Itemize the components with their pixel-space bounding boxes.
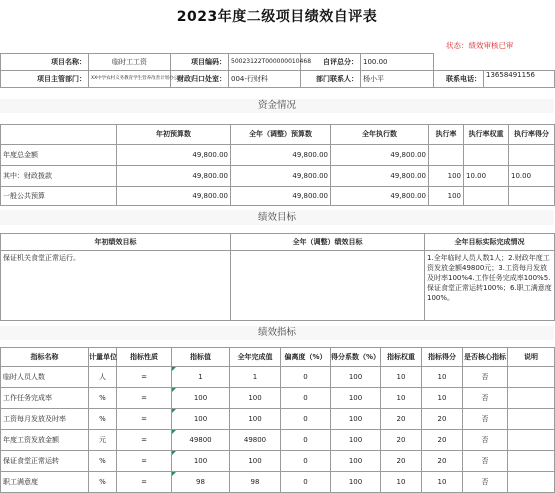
ind-row-name: 职工满意度 (1, 472, 89, 493)
ind-row-core: 否 (463, 472, 508, 493)
funds-row-initial: 49,800.00 (117, 187, 231, 206)
funds-row-executed: 49,800.00 (331, 187, 429, 206)
funds-row-executed: 49,800.00 (331, 145, 429, 166)
ind-row-nature: = (117, 451, 172, 472)
funds-row-score (509, 187, 555, 206)
report-title: 2023年度二级项目绩效自评表 (176, 9, 378, 25)
ind-row-note (508, 430, 555, 451)
project-code-label: 项目编码： (171, 54, 229, 71)
funds-row-label: 其中：财政拨款 (1, 166, 117, 187)
ind-row-nature: = (117, 430, 172, 451)
goals-initial-text: 保证机关食堂正常运行。 (1, 251, 231, 321)
ind-row-deviation: 0 (281, 367, 331, 388)
ind-row-nature: = (117, 367, 172, 388)
ind-row-note (508, 451, 555, 472)
goals-header-initial: 年初绩效目标 (1, 234, 231, 251)
ind-row-deviation: 0 (281, 451, 331, 472)
phone-value: 13658491156 (484, 71, 555, 88)
ind-row-target: 49800 (172, 430, 230, 451)
ind-row-weight: 20 (381, 451, 422, 472)
funds-row-rate (429, 145, 464, 166)
funds-row-rate: 100 (429, 187, 464, 206)
ind-row-coef: 100 (331, 430, 381, 451)
goals-section-title: 绩效目标 (0, 210, 554, 225)
ind-row-score: 10 (422, 388, 463, 409)
indicators-section-title: 绩效指标 (0, 326, 554, 340)
finance-label: 财政归口处室： (171, 71, 229, 88)
goals-adjusted-text (231, 251, 425, 321)
ind-row-actual: 100 (230, 409, 281, 430)
ind-header-weight: 指标权重 (381, 348, 422, 367)
ind-header-deviation: 偏离度（%） (281, 348, 331, 367)
ind-row-deviation: 0 (281, 409, 331, 430)
ind-row-core: 否 (463, 451, 508, 472)
funds-row-initial: 49,800.00 (117, 145, 231, 166)
funds-row-weight: 10.00 (464, 166, 509, 187)
ind-row-target: 98 (172, 472, 230, 493)
ind-row-score: 20 (422, 451, 463, 472)
ind-row-name: 工资每月发放及时率 (1, 409, 89, 430)
finance-value: 004-行财科 (229, 71, 301, 88)
funds-header-weight: 执行率权重 (464, 125, 509, 145)
ind-row-coef: 100 (331, 472, 381, 493)
funds-row-adjusted: 49,800.00 (231, 187, 331, 206)
ind-header-unit: 计量单位 (89, 348, 117, 367)
ind-row-score: 10 (422, 472, 463, 493)
self-score-value: 100.00 (361, 54, 434, 71)
ind-row-coef: 100 (331, 367, 381, 388)
ind-row-core: 否 (463, 388, 508, 409)
ind-header-actual: 全年完成值 (230, 348, 281, 367)
contact-label: 部门联系人： (301, 71, 361, 88)
funds-row-adjusted: 49,800.00 (231, 145, 331, 166)
funds-row-adjusted: 49,800.00 (231, 166, 331, 187)
goals-table (0, 233, 555, 321)
ind-row-unit: % (89, 451, 117, 472)
ind-row-target: 100 (172, 451, 230, 472)
funds-header-blank (1, 125, 117, 145)
empty-cell (434, 54, 484, 71)
ind-row-weight: 20 (381, 430, 422, 451)
ind-row-coef: 100 (331, 388, 381, 409)
ind-row-core: 否 (463, 367, 508, 388)
dept-label: 项目主管部门： (1, 71, 89, 88)
ind-row-coef: 100 (331, 409, 381, 430)
ind-row-unit: % (89, 472, 117, 493)
funds-row-score: 10.00 (509, 166, 555, 187)
project-info-table (0, 53, 555, 88)
ind-row-target: 1 (172, 367, 230, 388)
funds-row-weight (464, 145, 509, 166)
goals-actual-text: 1.全年临时人员人数1人；2.财政年度工资发放金额49800元；3.工资每月发放及时率100%4.工作任务完成率100%5.保证食堂正常运转100%；6.职工满意度100%。 (425, 251, 555, 321)
ind-header-score: 指标得分 (422, 348, 463, 367)
funds-header-executed: 全年执行数 (331, 125, 429, 145)
status-text: 状态：绩效审核已审 (446, 41, 514, 50)
ind-row-target: 100 (172, 388, 230, 409)
project-name-value: 临时工工资 (89, 54, 171, 71)
ind-row-weight: 10 (381, 472, 422, 493)
funds-row-label: 年度总金额 (1, 145, 117, 166)
ind-row-nature: = (117, 388, 172, 409)
ind-row-note (508, 472, 555, 493)
contact-value: 杨小平 (361, 71, 434, 88)
ind-row-note (508, 388, 555, 409)
funds-header-adjusted: 全年（调整）预算数 (231, 125, 331, 145)
ind-row-unit: 人 (89, 367, 117, 388)
ind-row-score: 20 (422, 430, 463, 451)
ind-row-name: 工作任务完成率 (1, 388, 89, 409)
funds-row-label: 一般公共预算 (1, 187, 117, 206)
ind-row-score: 20 (422, 409, 463, 430)
ind-header-note: 说明 (508, 348, 555, 367)
ind-row-name: 临时人员人数 (1, 367, 89, 388)
ind-row-name: 年度工资发放金额 (1, 430, 89, 451)
ind-row-note (508, 367, 555, 388)
self-score-label: 自评总分： (301, 54, 361, 71)
ind-row-score: 10 (422, 367, 463, 388)
ind-row-nature: = (117, 409, 172, 430)
ind-row-coef: 100 (331, 451, 381, 472)
funds-row-score (509, 145, 555, 166)
funds-row-rate: 100 (429, 166, 464, 187)
ind-row-deviation: 0 (281, 388, 331, 409)
ind-row-weight: 20 (381, 409, 422, 430)
ind-row-deviation: 0 (281, 472, 331, 493)
funds-table (0, 124, 555, 206)
ind-row-unit: % (89, 409, 117, 430)
funds-section-title: 资金情况 (0, 99, 554, 113)
ind-row-core: 否 (463, 430, 508, 451)
ind-row-weight: 10 (381, 367, 422, 388)
goals-header-actual: 全年目标实际完成情况 (425, 234, 555, 251)
funds-row-executed: 49,800.00 (331, 166, 429, 187)
ind-row-actual: 100 (230, 451, 281, 472)
ind-row-actual: 98 (230, 472, 281, 493)
funds-row-initial: 49,800.00 (117, 166, 231, 187)
ind-row-actual: 1 (230, 367, 281, 388)
dept-value: XX中学农村义务教育学生营养改善计划办公室 (89, 71, 171, 88)
ind-row-target: 100 (172, 409, 230, 430)
ind-header-coef: 得分系数（%） (331, 348, 381, 367)
project-code-value: 50023122T000000010468 (229, 54, 301, 71)
funds-header-rate: 执行率 (429, 125, 464, 145)
funds-header-score: 执行率得分 (509, 125, 555, 145)
ind-row-core: 否 (463, 409, 508, 430)
ind-row-deviation: 0 (281, 430, 331, 451)
ind-row-nature: = (117, 472, 172, 493)
ind-header-core: 是否核心指标 (463, 348, 508, 367)
ind-header-nature: 指标性质 (117, 348, 172, 367)
ind-row-actual: 49800 (230, 430, 281, 451)
project-name-label: 项目名称： (1, 54, 89, 71)
ind-row-actual: 100 (230, 388, 281, 409)
ind-header-name: 指标名称 (1, 348, 89, 367)
empty-cell (484, 54, 555, 71)
ind-header-target: 指标值 (172, 348, 230, 367)
funds-header-initial: 年初预算数 (117, 125, 231, 145)
indicators-table (0, 347, 555, 493)
ind-row-name: 保证食堂正常运转 (1, 451, 89, 472)
ind-row-unit: 元 (89, 430, 117, 451)
ind-row-unit: % (89, 388, 117, 409)
funds-row-weight (464, 187, 509, 206)
ind-row-weight: 10 (381, 388, 422, 409)
goals-header-adjusted: 全年（调整）绩效目标 (231, 234, 425, 251)
ind-row-note (508, 409, 555, 430)
phone-label: 联系电话： (434, 71, 484, 88)
